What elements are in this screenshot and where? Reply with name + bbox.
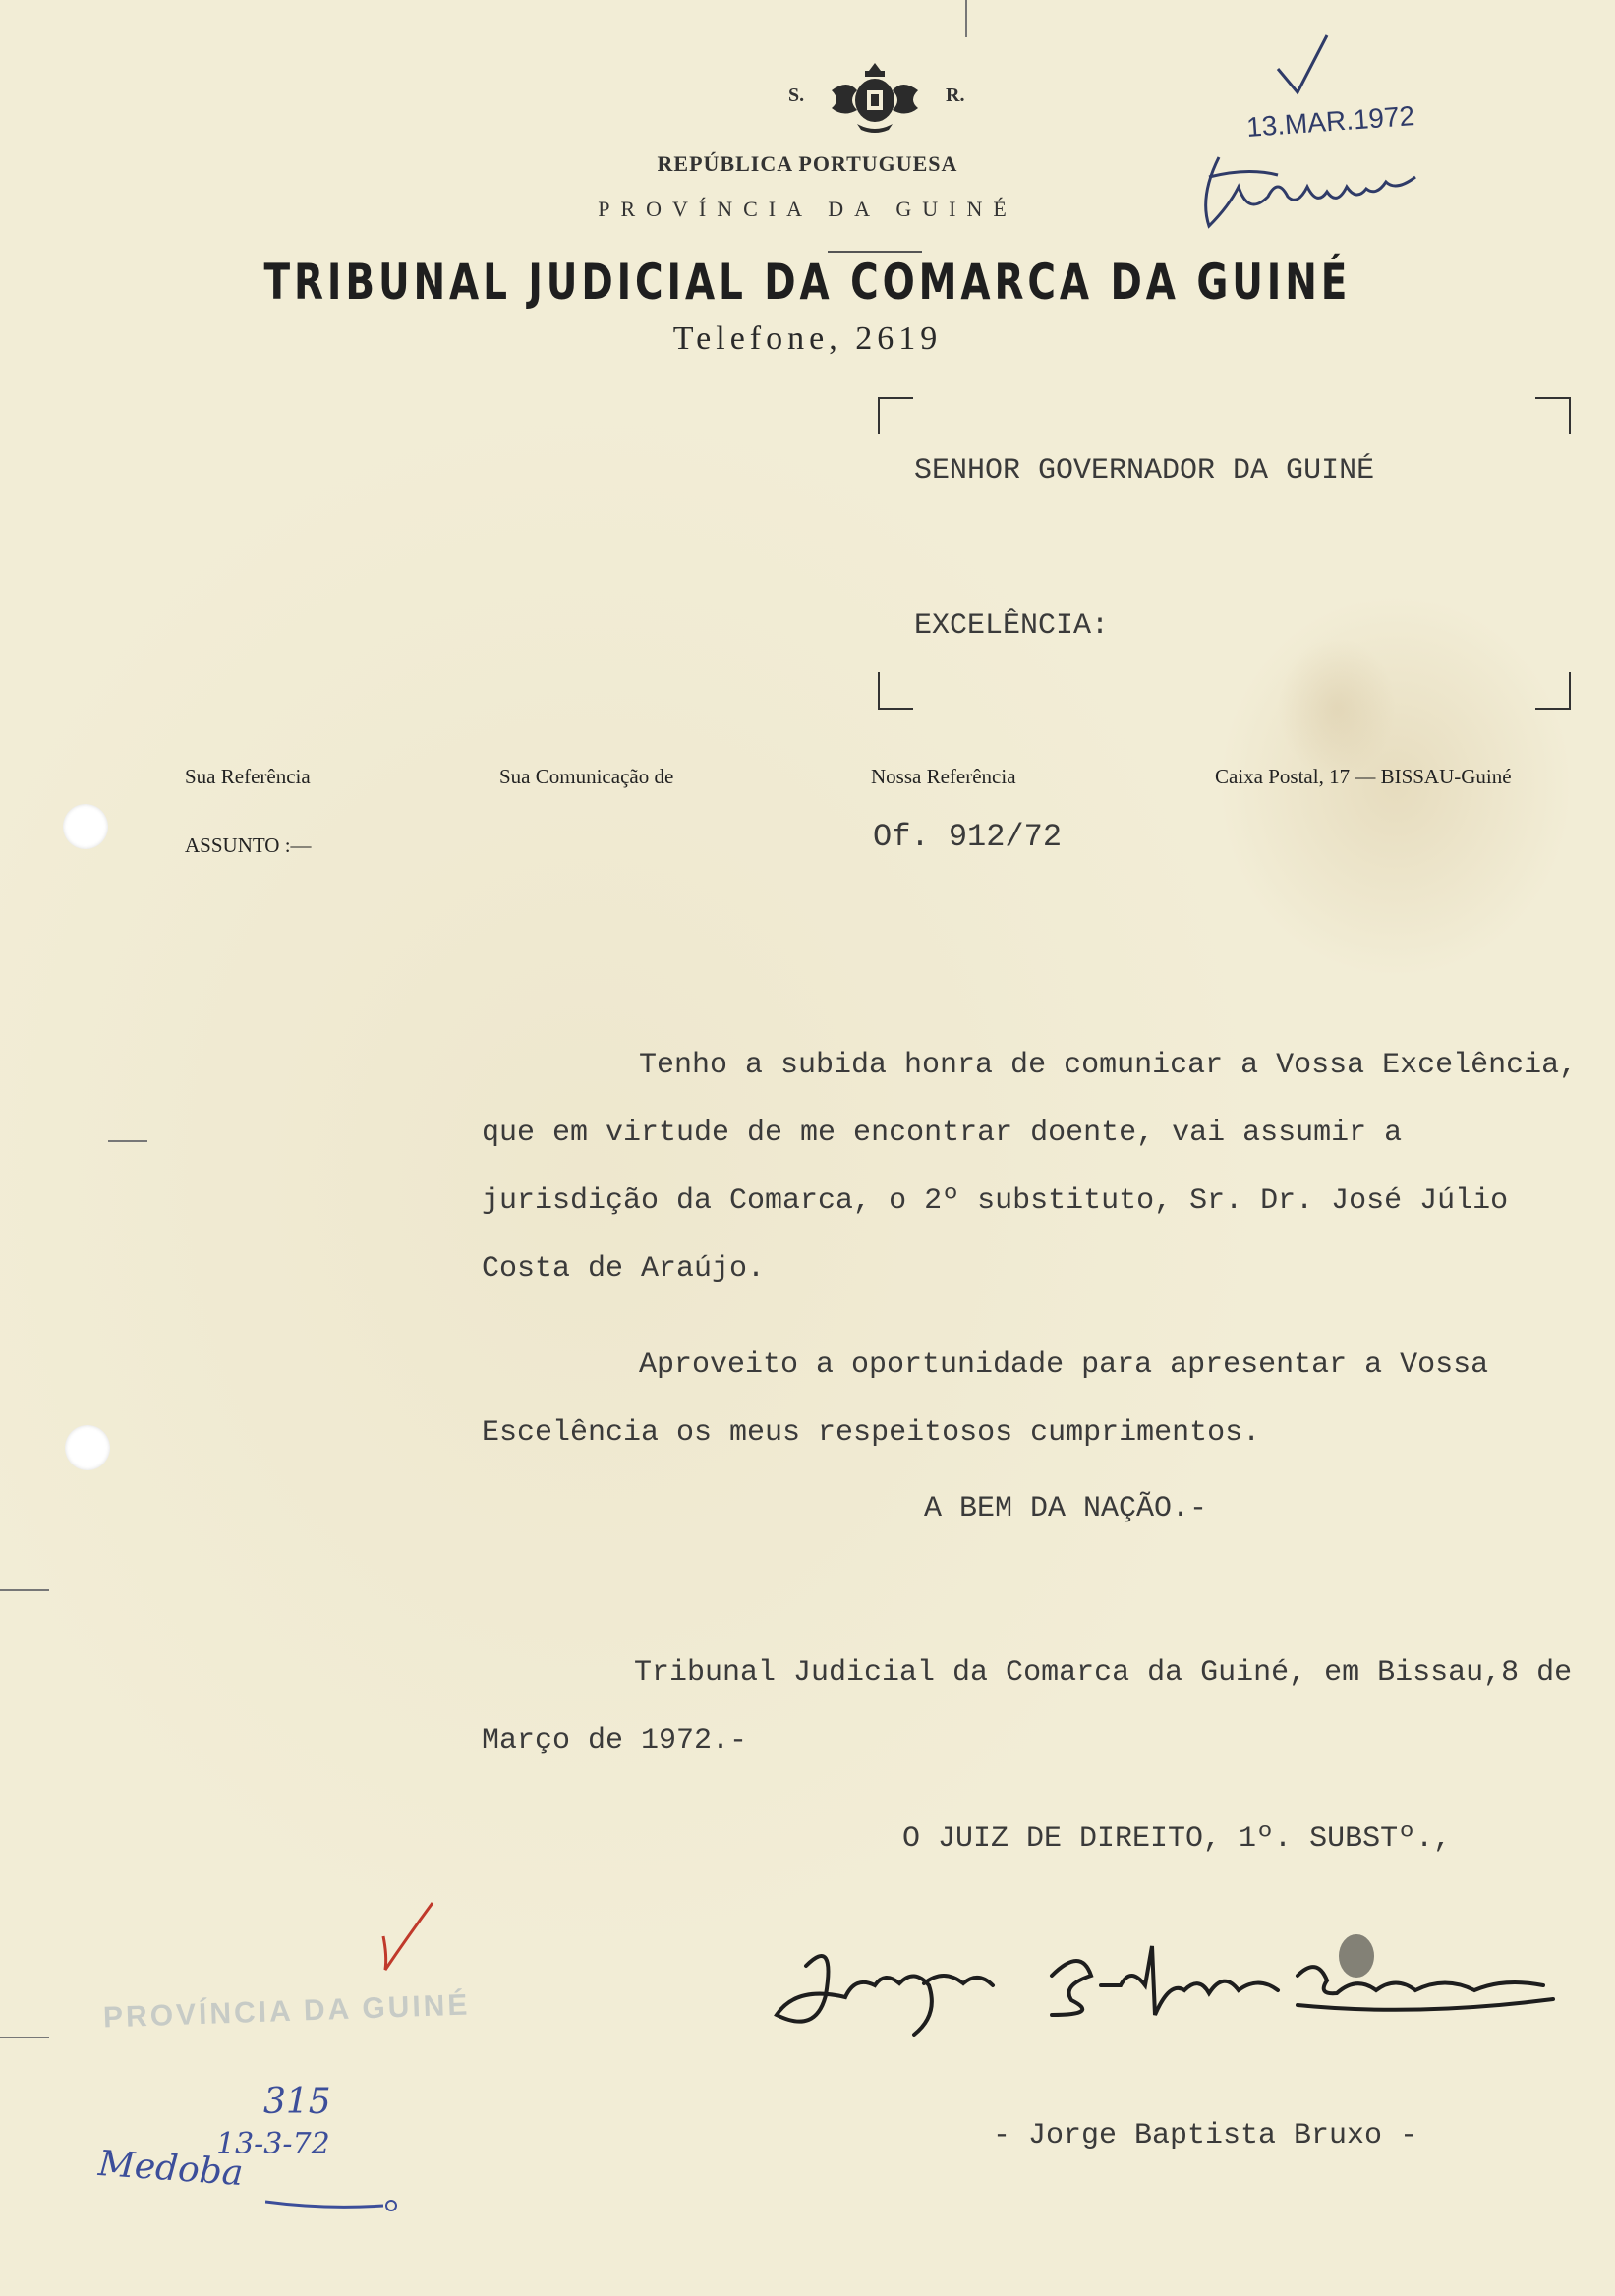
fold-mark bbox=[108, 1140, 147, 1142]
handwritten-underline bbox=[265, 2190, 403, 2219]
checkmark-icon bbox=[1268, 29, 1347, 98]
assunto-label: ASSUNTO :— bbox=[185, 833, 312, 857]
sua-referencia-label: Sua Referência bbox=[185, 765, 311, 788]
body-paragraph-1: Tenho a subida honra de comunicar a Vossa Excelência, que em virtude de me encontrar doente, vai assumir a jurisdição da Comarca, o 2º substituto, Sr. Dr. José Júlio Costa de Araújo. bbox=[482, 1049, 1578, 1286]
address-corner bbox=[1535, 672, 1571, 710]
signatory-title: O JUIZ DE DIREITO, 1º. SUBSTº., bbox=[902, 1822, 1452, 1856]
salutation: EXCELÊNCIA: bbox=[914, 609, 1110, 643]
caixa-postal-label: Caixa Postal, 17 — BISSAU-Guiné bbox=[1215, 765, 1512, 788]
reference-number: Of. 912/72 bbox=[873, 819, 1063, 855]
handwritten-date: 13-3-72 bbox=[216, 2127, 330, 2161]
punch-hole bbox=[63, 804, 108, 849]
faint-stamp: PROVÍNCIA DA GUINÉ bbox=[102, 1988, 471, 2035]
s-letter: S. bbox=[788, 85, 805, 106]
address-corner bbox=[878, 397, 913, 434]
nossa-referencia-label: Nossa Referência bbox=[871, 765, 1016, 788]
fold-mark bbox=[0, 2037, 49, 2038]
address-corner bbox=[1535, 397, 1571, 434]
fold-mark bbox=[965, 0, 967, 37]
handwritten-signature bbox=[767, 1907, 1592, 2064]
punch-hole bbox=[65, 1425, 110, 1470]
republica-heading: REPÚBLICA PORTUGUESA bbox=[657, 151, 958, 176]
received-date-stamp: 13.MAR.1972 bbox=[1245, 100, 1416, 143]
closing-formula: A BEM DA NAÇÃO.- bbox=[924, 1492, 1208, 1525]
body-paragraph-2: Aproveito a oportunidade para apresentar a Vossa Escelência os meus respeitosos cumprimentos. bbox=[482, 1349, 1489, 1450]
handwritten-initials-note: Medoba bbox=[96, 2143, 245, 2195]
coat-of-arms-icon bbox=[828, 61, 922, 134]
red-checkmark-icon bbox=[374, 1897, 442, 1976]
fold-mark bbox=[0, 1589, 49, 1591]
handwritten-number: 315 bbox=[263, 2082, 331, 2122]
handwritten-initials bbox=[1189, 138, 1425, 236]
r-letter: R. bbox=[946, 85, 965, 106]
place-and-date: Tribunal Judicial da Comarca da Guiné, em Bissau,8 de Março de 1972.- bbox=[482, 1656, 1573, 1757]
recipient-line: SENHOR GOVERNADOR DA GUINÉ bbox=[914, 454, 1375, 488]
provincia-heading: PROVÍNCIA DA GUINÉ bbox=[598, 197, 1017, 221]
header-rule bbox=[828, 251, 922, 253]
sua-comunicacao-label: Sua Comunicação de bbox=[499, 765, 674, 788]
telefone-line: Telefone, 2619 bbox=[672, 320, 943, 357]
tribunal-title: TRIBUNAL JUDICIAL DA COMARCA DA GUINÉ bbox=[263, 254, 1352, 311]
signatory-name: - Jorge Baptista Bruxo - bbox=[993, 2119, 1418, 2152]
address-corner bbox=[878, 672, 913, 710]
